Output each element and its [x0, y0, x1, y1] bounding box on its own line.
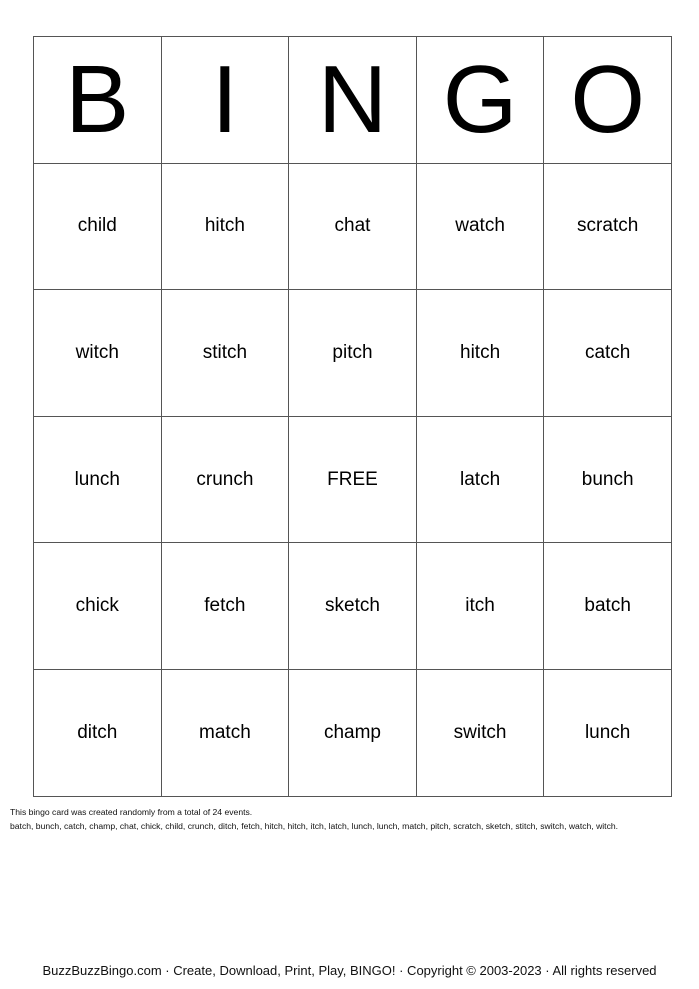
bingo-cell: catch — [544, 290, 672, 417]
header-letter-n: N — [289, 37, 417, 164]
free-space-cell: FREE — [289, 416, 417, 543]
bingo-cell: itch — [416, 543, 544, 670]
bingo-cell: ditch — [34, 669, 162, 796]
bingo-cell: chick — [34, 543, 162, 670]
bingo-cell: hitch — [416, 290, 544, 417]
bingo-cell: witch — [34, 290, 162, 417]
caption-summary: This bingo card was created randomly from a total of 24 events. — [10, 807, 253, 817]
bingo-cell: pitch — [289, 290, 417, 417]
bingo-cell: match — [161, 669, 289, 796]
bingo-row — [34, 669, 672, 796]
caption-word-list: batch, bunch, catch, champ, chat, chick, child, crunch, ditch, fetch, hitch, hitch, itch, latch, lunch, lunch, match, pitch, scratch, sketch, stitch, switch, watch, witch. — [10, 820, 619, 831]
header-letter-g: G — [416, 37, 544, 164]
bingo-cell: stitch — [161, 290, 289, 417]
bingo-row — [34, 416, 672, 543]
header-letter-b: B — [34, 37, 162, 164]
bingo-cell: lunch — [34, 416, 162, 543]
bingo-cell: fetch — [161, 543, 289, 670]
bingo-cell: chat — [289, 163, 417, 290]
bingo-header-row — [34, 37, 672, 164]
bingo-cell: hitch — [161, 163, 289, 290]
bingo-row — [34, 163, 672, 290]
bingo-cell: child — [34, 163, 162, 290]
bingo-cell: crunch — [161, 416, 289, 543]
bingo-cell: batch — [544, 543, 672, 670]
header-letter-i: I — [161, 37, 289, 164]
bingo-cell: scratch — [544, 163, 672, 290]
card-caption — [10, 806, 618, 833]
bingo-cell: switch — [416, 669, 544, 796]
bingo-cell: latch — [416, 416, 544, 543]
header-letter-o: O — [544, 37, 672, 164]
bingo-card — [33, 36, 672, 797]
bingo-cell: bunch — [544, 416, 672, 543]
bingo-row — [34, 543, 672, 670]
bingo-cell: sketch — [289, 543, 417, 670]
page-footer: BuzzBuzzBingo.com · Create, Download, Print, Play, BINGO! · Copyright © 2003-2023 · All rights reserved — [42, 963, 657, 978]
bingo-cell: watch — [416, 163, 544, 290]
bingo-cell: lunch — [544, 669, 672, 796]
bingo-cell: champ — [289, 669, 417, 796]
bingo-row — [34, 290, 672, 417]
